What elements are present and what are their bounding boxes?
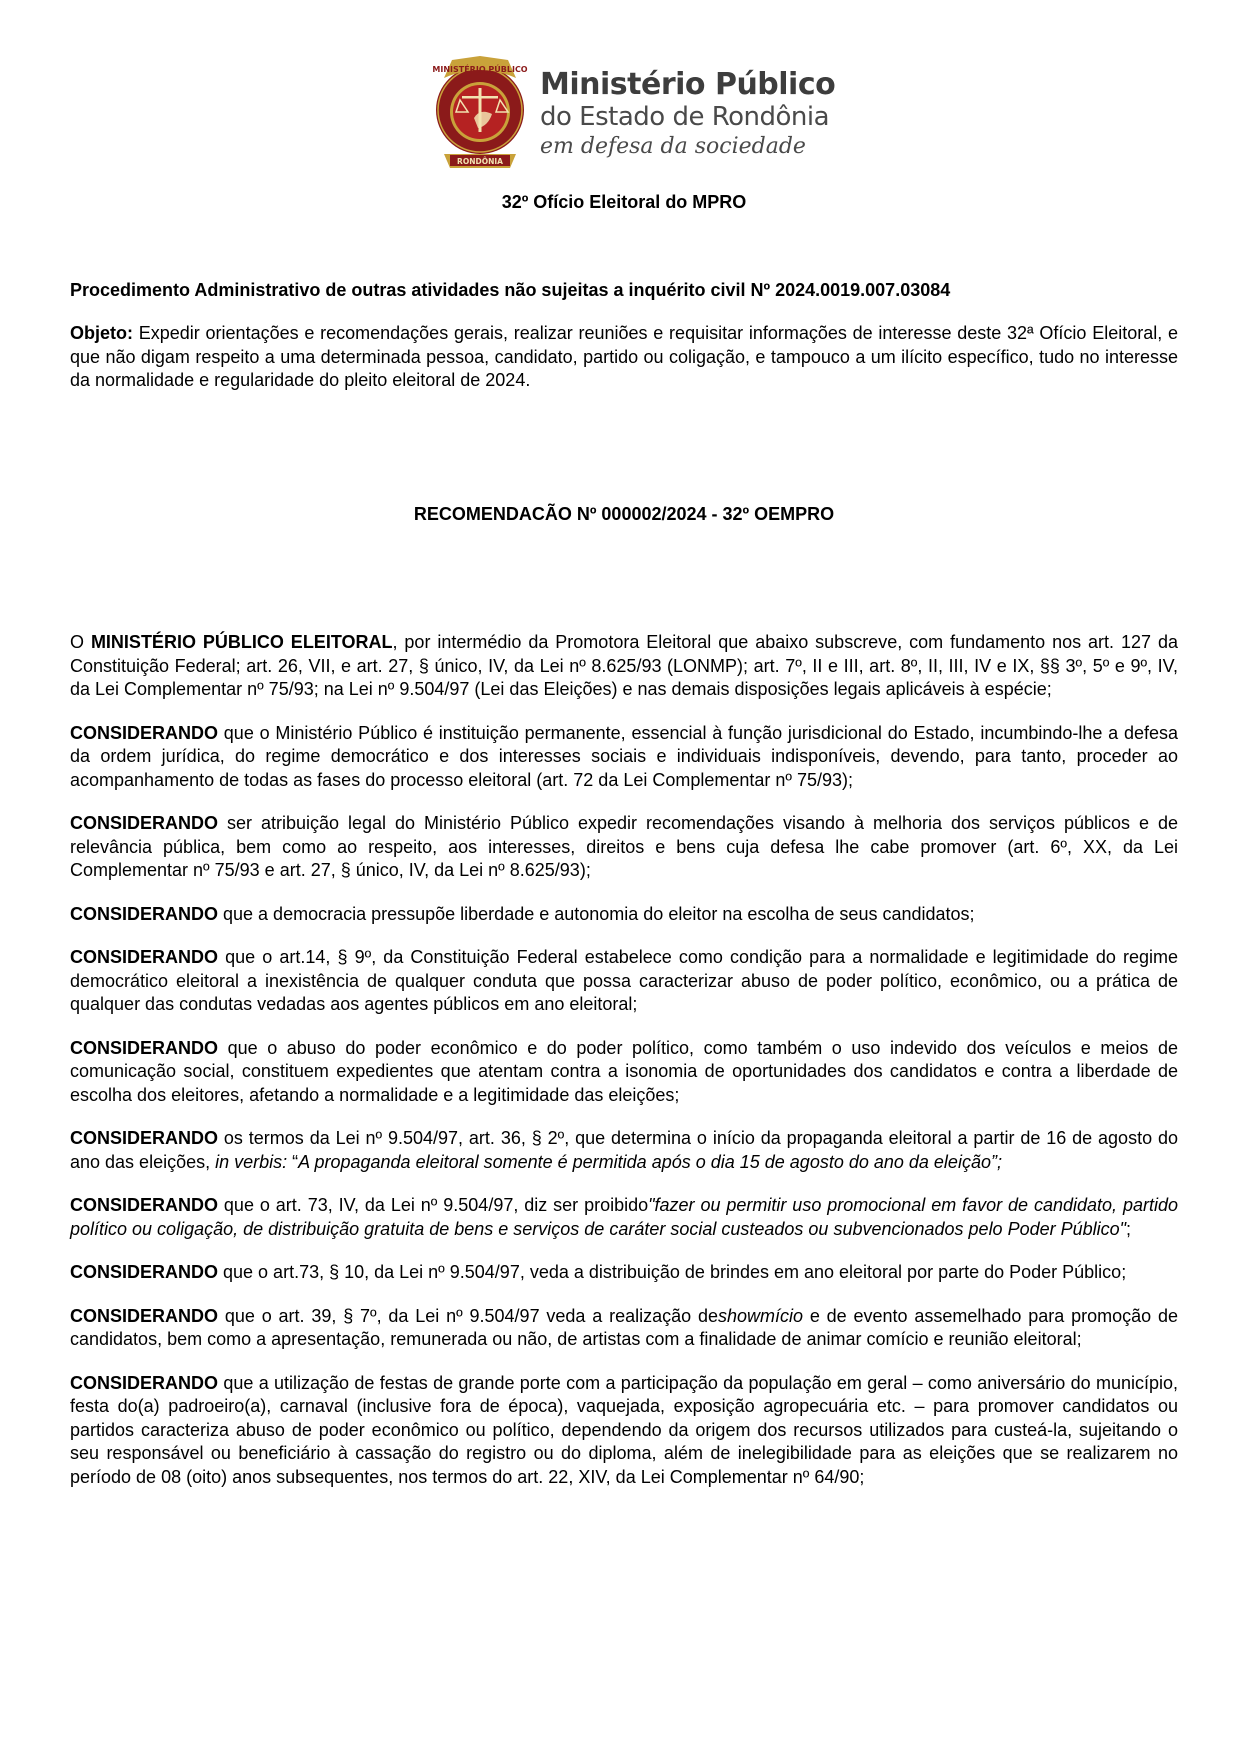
considerando-label: CONSIDERANDO xyxy=(70,722,219,743)
considerando-label: CONSIDERANDO xyxy=(70,1372,219,1393)
objeto-paragraph xyxy=(70,322,1178,393)
recommendation-title: RECOMENDACÃO Nº 000002/2024 - 32º OEMPRO xyxy=(413,504,835,524)
considerando-paragraph xyxy=(70,722,1178,793)
objeto-text: Expedir orientações e recomendações gerais, realizar reuniões e requisitar informações de interesse deste 32ª Ofício Eleitoral, e que não digam respeito a uma determinada pessoa, candidato, partido ou coligação, e tampouco a um ilícito específico, tudo no interesse da normalidade e regularidade do pleito eleitoral de 2024. xyxy=(70,323,1178,390)
logo-line-2: do Estado de Rondônia xyxy=(540,102,830,132)
objeto-label: Objeto: xyxy=(70,323,133,343)
paragraph-text: que a utilização de festas de grande porte com a participação da população em geral – como aniversário do município, festa do(a) padroeiro(a), carnaval (inclusive fora de época), vaquejada, exposição agropecuária etc. – para promover candidatos ou partidos caracteriza abuso de poder econômico ou político, dependendo da origem dos recursos utilizados para custeá-la, sujeitando o seu responsável ou beneficiário à cassação do registro ou do diploma, além de inelegibilidade para as eleições que se realizarem no período de 08 (oito) anos subsequentes, nos termos do art. 22, XIV, da Lei Complementar nº 64/90; xyxy=(70,1372,1178,1487)
intro-entity: MINISTÉRIO PÚBLICO ELEITORAL xyxy=(90,632,393,652)
considerando-paragraph xyxy=(70,1127,1178,1174)
intro-text: , por intermédio da Promotora Eleitoral que abaixo subscreve, com fundamento nos art. 127 da Constituição Federal; art. 26, VII, e art. 27, § único, IV, da Lei nº 8.625/93 (LONMP); art. 7º, II e III, art. 8º, II, III, IV e IX, §§ 3º, 5º e 9º, IV, da Lei Complementar nº 75/93; na Lei nº 9.504/97 (Lei das Eleições) e nas demais disposições legais aplicáveis à espécie; xyxy=(70,632,1178,699)
recommendation-body xyxy=(70,631,1178,1509)
considerando-paragraph xyxy=(70,812,1178,883)
paragraph-italic: showmício xyxy=(717,1305,804,1326)
considerando-label: CONSIDERANDO xyxy=(70,1262,219,1282)
paragraph-text: “ xyxy=(287,1151,299,1172)
considerando-label: CONSIDERANDO xyxy=(70,1195,219,1215)
considerando-label: CONSIDERANDO xyxy=(70,813,219,833)
intro-paragraph xyxy=(70,631,1178,702)
institution-header xyxy=(430,56,850,174)
considerando-paragraph xyxy=(70,903,1178,927)
paragraph-text: que a democracia pressupõe liberdade e autonomia do eleitor na escolha de seus candidatos; xyxy=(218,903,975,924)
paragraph-text: os termos da Lei nº 9.504/97, art. 36, § 2º, que determina o início da propaganda eleitoral a partir de 16 de agosto do ano das eleições, xyxy=(70,1128,1178,1172)
logo-tagline: em defesa da sociedade xyxy=(540,134,806,159)
paragraph-italic: in verbis: xyxy=(215,1151,288,1172)
paragraph-text: ; xyxy=(1126,1218,1132,1239)
logo-line-1: Ministério Público xyxy=(540,67,836,102)
paragraph-quote: "fazer ou permitir uso promocional em favor de candidato, partido político ou coligação, de distribuição gratuita de bens e serviços de caráter social custeados ou subvencionados pelo Poder Público" xyxy=(70,1195,1178,1239)
considerando-paragraph xyxy=(70,1305,1178,1352)
considerando-paragraph xyxy=(70,1261,1178,1285)
intro-prefix: O xyxy=(70,632,91,652)
paragraph-text: que o Ministério Público é instituição permanente, essencial à função jurisdicional do Estado, incumbindo-lhe a defesa da ordem jurídica, do regime democrático e dos interesses sociais e individuais indisponíveis, devendo, para tanto, proceder ao acompanhamento de todas as fases do processo eleitoral (art. 72 da Lei Complementar nº 75/93); xyxy=(70,722,1178,790)
considerando-label: CONSIDERANDO xyxy=(70,903,219,924)
paragraph-text: ser atribuição legal do Ministério Público expedir recomendações visando à melhoria dos serviços públicos e de relevância pública, bem como ao respeito, aos interesses, direitos e bens cuja defesa lhe cabe promover (art. 6º, XX, da Lei Complementar nº 75/93 e art. 27, § único, IV, da Lei nº 8.625/93); xyxy=(70,813,1178,880)
procedure-title: Procedimento Administrativo de outras atividades não sujeitas a inquérito civil Nº 2024.0019.007.03084 xyxy=(70,280,951,300)
considerando-paragraph xyxy=(70,946,1178,1017)
considerando-paragraph xyxy=(70,1037,1178,1108)
considerando-label: CONSIDERANDO xyxy=(70,1128,219,1148)
paragraph-text: que o abuso do poder econômico e do poder político, como também o uso indevido dos veículos e meios de comunicação social, constituem expedientes que atentam contra a isonomia de oportunidades dos candidatos e contra a liberdade de escolha dos eleitores, afetando a normalidade e a legitimidade das eleições; xyxy=(70,1037,1178,1105)
seal-bottom-text: RONDÔNIA xyxy=(457,157,503,166)
considerando-label: CONSIDERANDO xyxy=(70,1305,219,1326)
paragraph-text: que o art. 39, § 7º, da Lei nº 9.504/97 veda a realização de xyxy=(218,1305,718,1326)
paragraph-text: que o art. 73, IV, da Lei nº 9.504/97, diz ser proibido xyxy=(218,1195,649,1215)
considerando-label: CONSIDERANDO xyxy=(70,947,219,967)
paragraph-quote: A propaganda eleitoral somente é permitida após o dia 15 de agosto do ano da eleição”; xyxy=(298,1151,1002,1172)
institution-name xyxy=(540,68,835,162)
paragraph-text: que o art.73, § 10, da Lei nº 9.504/97, veda a distribuição de brindes em ano eleitoral por parte do Poder Público; xyxy=(218,1262,1127,1282)
considerando-paragraph xyxy=(70,1372,1178,1490)
mp-seal-logo-icon xyxy=(430,56,530,174)
considerando-label: CONSIDERANDO xyxy=(70,1037,219,1058)
paragraph-text: e de evento assemelhado para promoção de candidatos, bem como a apresentação, remunerada ou não, de artistas com a finalidade de animar comício e reunião eleitoral; xyxy=(70,1305,1178,1349)
seal-top-text: MINISTÉRIO PÚBLICO xyxy=(432,65,528,74)
considerando-paragraph xyxy=(70,1194,1178,1241)
office-title: 32º Ofício Eleitoral do MPRO xyxy=(501,192,747,212)
paragraph-text: que o art.14, § 9º, da Constituição Federal estabelece como condição para a normalidade e legitimidade do regime democrático eleitoral a inexistência de qualquer conduta que possa caracterizar abuso de poder político, econômico, ou a prática de qualquer das condutas vedadas aos agentes públicos em ano eleitoral; xyxy=(70,947,1178,1014)
